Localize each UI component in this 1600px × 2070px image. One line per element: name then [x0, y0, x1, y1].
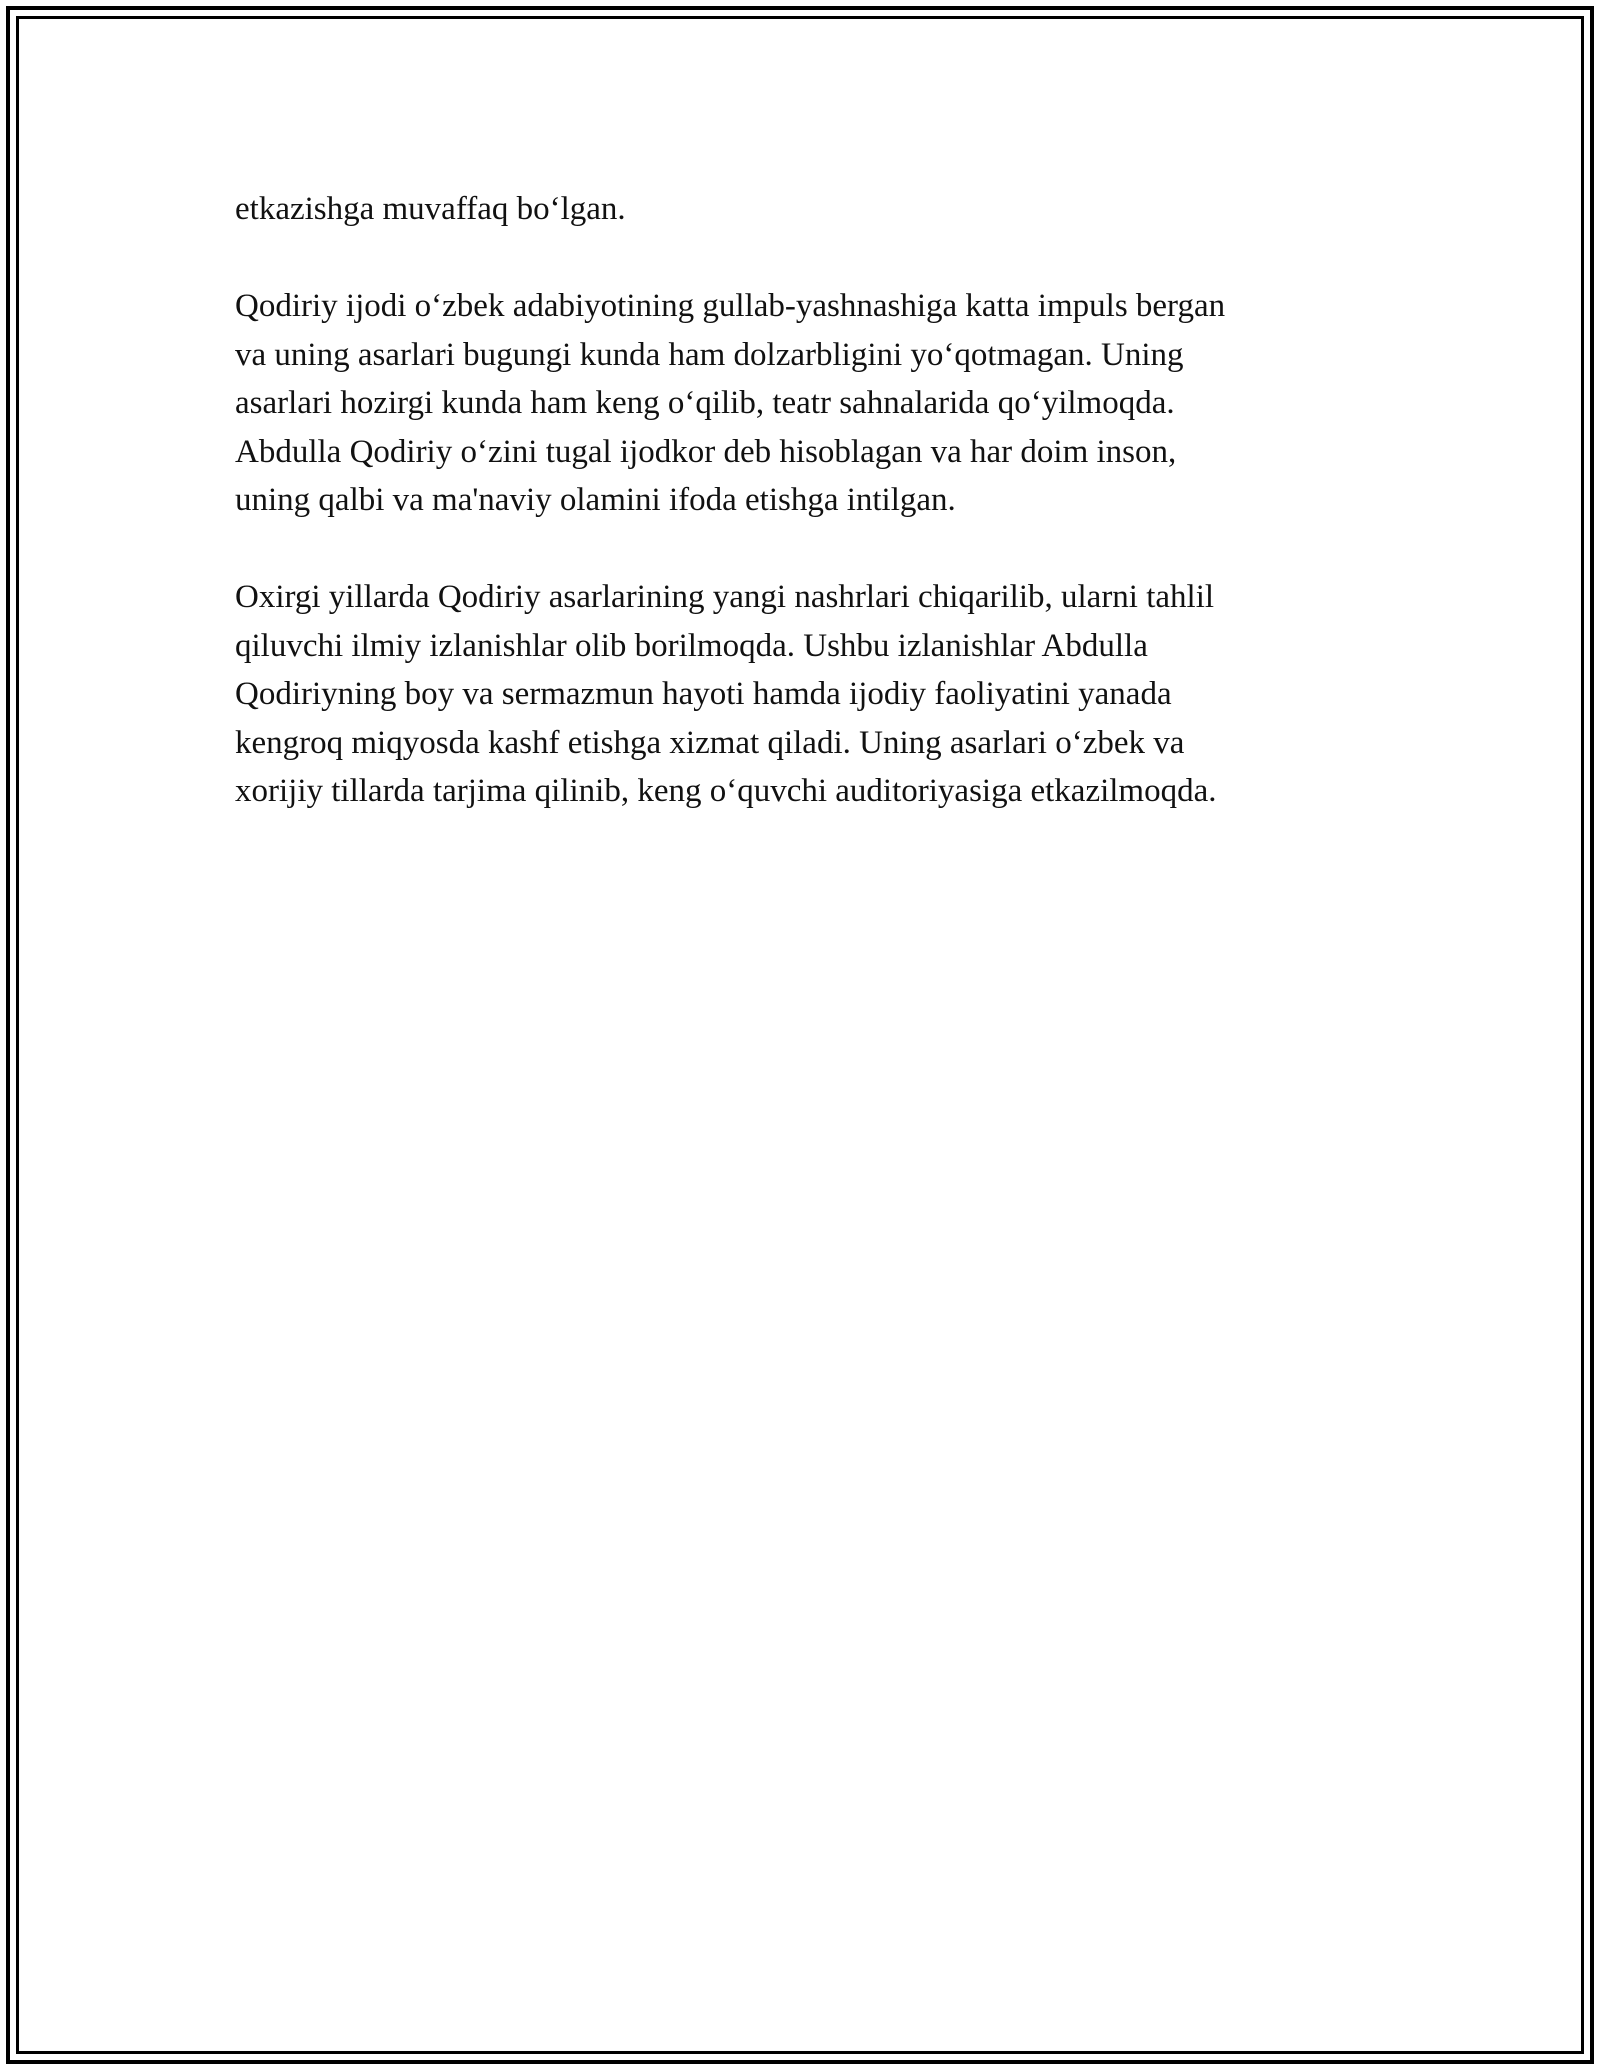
text-line: uning qalbi va ma'naviy olamini ifoda etishga intilgan. — [235, 482, 956, 518]
text-line: va uning asarlari bugungi kunda ham dolzarbligini yo‘qotmagan. Uning — [235, 336, 1184, 373]
text-line: asarlari hozirgi kunda ham keng o‘qilib, teatr sahnalarida qo‘yilmoqda. — [235, 385, 1175, 421]
paragraph-2 — [235, 282, 1365, 525]
text-line: xorijiy tillarda tarjima qilinib, keng o‘quvchi auditoriyasiga etkazilmoqda. — [235, 773, 1217, 809]
text-line: Abdulla Qodiriy o‘zini tugal ijodkor deb hisoblagan va har doim inson, — [235, 433, 1177, 470]
text-line: kengroq miqyosda kashf etishga xizmat qiladi. Uning asarlari o‘zbek va — [235, 724, 1185, 761]
paragraph-3 — [235, 573, 1365, 816]
text-line: Qodiriy ijodi o‘zbek adabiyotining gullab-yashnashiga katta impuls bergan — [235, 288, 1226, 324]
text-line: qiluvchi ilmiy izlanishlar olib borilmoqda. Ushbu izlanishlar Abdulla — [235, 627, 1148, 664]
paragraph-1 — [235, 185, 1365, 234]
text-line: Oxirgi yillarda Qodiriy asarlarining yangi nashrlari chiqarilib, ularni tahlil — [235, 579, 1215, 615]
text-line: Qodiriyning boy va sermazmun hayoti hamda ijodiy faoliyatini yanada — [235, 676, 1172, 712]
text-line: etkazishga muvaffaq bo‘lgan. — [235, 191, 626, 227]
document-body — [235, 185, 1365, 864]
